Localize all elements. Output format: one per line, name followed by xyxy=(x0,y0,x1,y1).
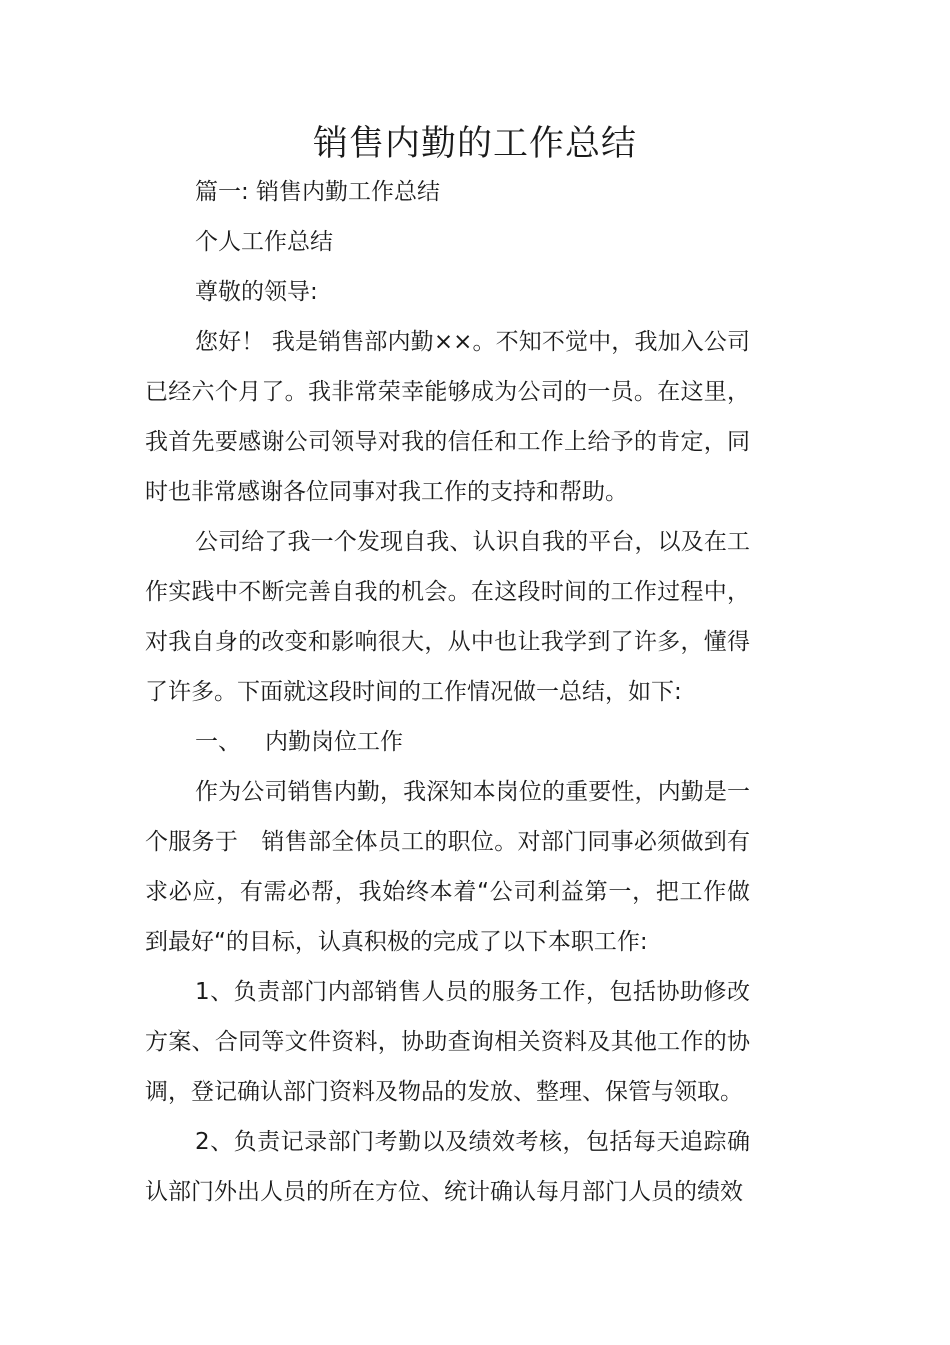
document-body xyxy=(145,167,750,1217)
paragraph-platform: 公司给了我一个发现自我、认识自我的平台，以及在工作实践中不断完善自我的机会。在这段时间的工作过程中，对我自身的改变和影响很大，从中也让我学到了许多，懂得了许多。下面就这段时间的工作情况做一总结，如下: xyxy=(145,529,750,705)
document-title: 销售内勤的工作总结 xyxy=(312,124,637,164)
paragraph-role: 作为公司销售内勤，我深知本岗位的重要性，内勤是一个服务于 销售部全体员工的职位。对部门同事必须做到有求必应，有需必帮，我始终本着“公司利益第一，把工作做到最好“的目标，认真积极的完成了以下本职工作: xyxy=(145,779,750,955)
paragraph-duty-2: 2、负责记录部门考勤以及绩效考核，包括每天追踪确认部门外出人员的所在方位、统计确认每月部门人员的绩效 xyxy=(145,1129,750,1205)
section-heading xyxy=(145,717,750,767)
summary-heading: 个人工作总结 xyxy=(195,229,333,255)
paragraph-greeting: 您好！ 我是销售部内勤××。不知不觉中，我加入公司已经六个月了。我非常荣幸能够成为公司的一员。在这里，我首先要感谢公司领导对我的信任和工作上给予的肯定，同时也非常感谢各位同事对我工作的支持和帮助。 xyxy=(145,329,750,505)
section-title: 内勤岗位工作 xyxy=(265,729,403,755)
article-subtitle: 篇一: 销售内勤工作总结 xyxy=(195,179,441,205)
section-number: 一、 xyxy=(195,729,241,755)
paragraph-duty-1: 1、负责部门内部销售人员的服务工作，包括协助修改方案、合同等文件资料，协助查询相关资料及其他工作的协调，登记确认部门资料及物品的发放、整理、保管与领取。 xyxy=(145,979,750,1105)
salutation: 尊敬的领导: xyxy=(195,279,318,305)
